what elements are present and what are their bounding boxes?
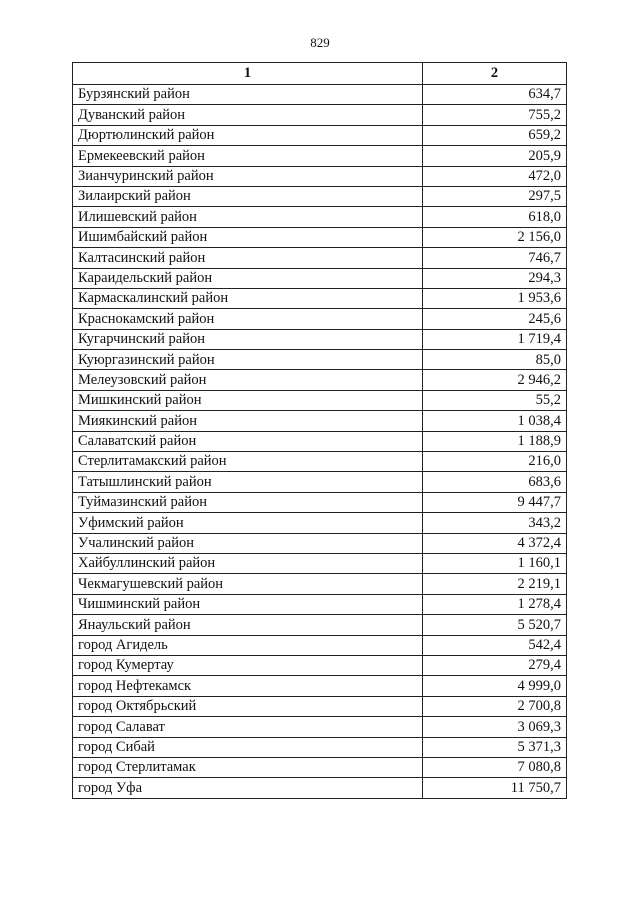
table-row	[73, 105, 567, 125]
territory-name-cell: Дуванский район	[73, 105, 423, 125]
amount-cell: 216,0	[423, 452, 567, 472]
column-header-1: 1	[73, 63, 423, 85]
table-row	[73, 186, 567, 206]
territory-name-cell: Янаульский район	[73, 615, 423, 635]
territory-name-cell: Илишевский район	[73, 207, 423, 227]
table-row	[73, 227, 567, 247]
table-row	[73, 248, 567, 268]
territory-name-cell: Калтасинский район	[73, 248, 423, 268]
territory-name-cell: Зилаирский район	[73, 186, 423, 206]
amount-cell: 2 156,0	[423, 227, 567, 247]
table-row	[73, 166, 567, 186]
amount-cell: 746,7	[423, 248, 567, 268]
amount-cell: 1 188,9	[423, 431, 567, 451]
territory-name-cell: Чишминский район	[73, 594, 423, 614]
amount-cell: 205,9	[423, 146, 567, 166]
amount-cell: 1 038,4	[423, 411, 567, 431]
amount-cell: 1 278,4	[423, 594, 567, 614]
table-row	[73, 717, 567, 737]
territory-name-cell: город Стерлитамак	[73, 757, 423, 777]
column-header-2: 2	[423, 63, 567, 85]
territory-name-cell: Мишкинский район	[73, 390, 423, 410]
territory-name-cell: Татышлинский район	[73, 472, 423, 492]
amount-cell: 618,0	[423, 207, 567, 227]
amount-cell: 2 946,2	[423, 370, 567, 390]
table-row	[73, 370, 567, 390]
table-row	[73, 125, 567, 145]
amount-cell: 11 750,7	[423, 778, 567, 798]
territory-name-cell: Учалинский район	[73, 533, 423, 553]
amount-cell: 659,2	[423, 125, 567, 145]
territory-name-cell: город Нефтекамск	[73, 676, 423, 696]
amount-cell: 85,0	[423, 350, 567, 370]
territory-name-cell: Краснокамский район	[73, 309, 423, 329]
amount-cell: 755,2	[423, 105, 567, 125]
table-row	[73, 207, 567, 227]
amount-cell: 245,6	[423, 309, 567, 329]
table-row	[73, 350, 567, 370]
table-row	[73, 533, 567, 553]
table-row	[73, 390, 567, 410]
amount-cell: 297,5	[423, 186, 567, 206]
amount-cell: 1 719,4	[423, 329, 567, 349]
table-body	[73, 85, 567, 799]
territory-name-cell: Кугарчинский район	[73, 329, 423, 349]
table-row	[73, 411, 567, 431]
table-row	[73, 329, 567, 349]
amount-cell: 4 999,0	[423, 676, 567, 696]
amount-cell: 542,4	[423, 635, 567, 655]
table-row	[73, 85, 567, 105]
territory-name-cell: Чекмагушевский район	[73, 574, 423, 594]
table-row	[73, 309, 567, 329]
amount-cell: 343,2	[423, 513, 567, 533]
territory-name-cell: Бурзянский район	[73, 85, 423, 105]
territory-name-cell: Миякинский район	[73, 411, 423, 431]
amount-cell: 2 700,8	[423, 696, 567, 716]
data-table	[72, 62, 567, 799]
page-number: 829	[310, 35, 330, 50]
table-row	[73, 513, 567, 533]
territory-name-cell: город Октябрьский	[73, 696, 423, 716]
table-row	[73, 757, 567, 777]
amount-cell: 472,0	[423, 166, 567, 186]
amount-cell: 9 447,7	[423, 492, 567, 512]
amount-cell: 294,3	[423, 268, 567, 288]
amount-cell: 7 080,8	[423, 757, 567, 777]
amount-cell: 5 371,3	[423, 737, 567, 757]
territory-name-cell: Ермекеевский район	[73, 146, 423, 166]
table-row	[73, 615, 567, 635]
amount-cell: 634,7	[423, 85, 567, 105]
amount-cell: 1 160,1	[423, 553, 567, 573]
table-row	[73, 431, 567, 451]
territory-name-cell: город Агидель	[73, 635, 423, 655]
amount-cell: 683,6	[423, 472, 567, 492]
table-row	[73, 288, 567, 308]
territory-name-cell: город Сибай	[73, 737, 423, 757]
territory-name-cell: Дюртюлинский район	[73, 125, 423, 145]
territory-name-cell: Караидельский район	[73, 268, 423, 288]
territory-name-cell: Кармаскалинский район	[73, 288, 423, 308]
table-row	[73, 472, 567, 492]
territory-name-cell: город Салават	[73, 717, 423, 737]
table-row	[73, 268, 567, 288]
territory-name-cell: Уфимский район	[73, 513, 423, 533]
territory-name-cell: Зианчуринский район	[73, 166, 423, 186]
territory-name-cell: город Уфа	[73, 778, 423, 798]
table-row	[73, 737, 567, 757]
amount-cell: 1 953,6	[423, 288, 567, 308]
territory-name-cell: город Кумертау	[73, 655, 423, 675]
amount-cell: 2 219,1	[423, 574, 567, 594]
table-row	[73, 146, 567, 166]
territory-name-cell: Туймазинский район	[73, 492, 423, 512]
table-row	[73, 696, 567, 716]
territory-name-cell: Салаватский район	[73, 431, 423, 451]
table-row	[73, 553, 567, 573]
amount-cell: 55,2	[423, 390, 567, 410]
table-row	[73, 778, 567, 798]
table-row	[73, 676, 567, 696]
territory-name-cell: Мелеузовский район	[73, 370, 423, 390]
table-row	[73, 574, 567, 594]
amount-cell: 279,4	[423, 655, 567, 675]
amount-cell: 4 372,4	[423, 533, 567, 553]
table-row	[73, 452, 567, 472]
table-row	[73, 655, 567, 675]
territory-name-cell: Ишимбайский район	[73, 227, 423, 247]
amount-cell: 3 069,3	[423, 717, 567, 737]
territory-name-cell: Хайбуллинский район	[73, 553, 423, 573]
table-header-row	[73, 63, 567, 85]
amount-cell: 5 520,7	[423, 615, 567, 635]
table-row	[73, 594, 567, 614]
territory-name-cell: Стерлитамакский район	[73, 452, 423, 472]
territory-name-cell: Куюргазинский район	[73, 350, 423, 370]
table-row	[73, 492, 567, 512]
table-row	[73, 635, 567, 655]
